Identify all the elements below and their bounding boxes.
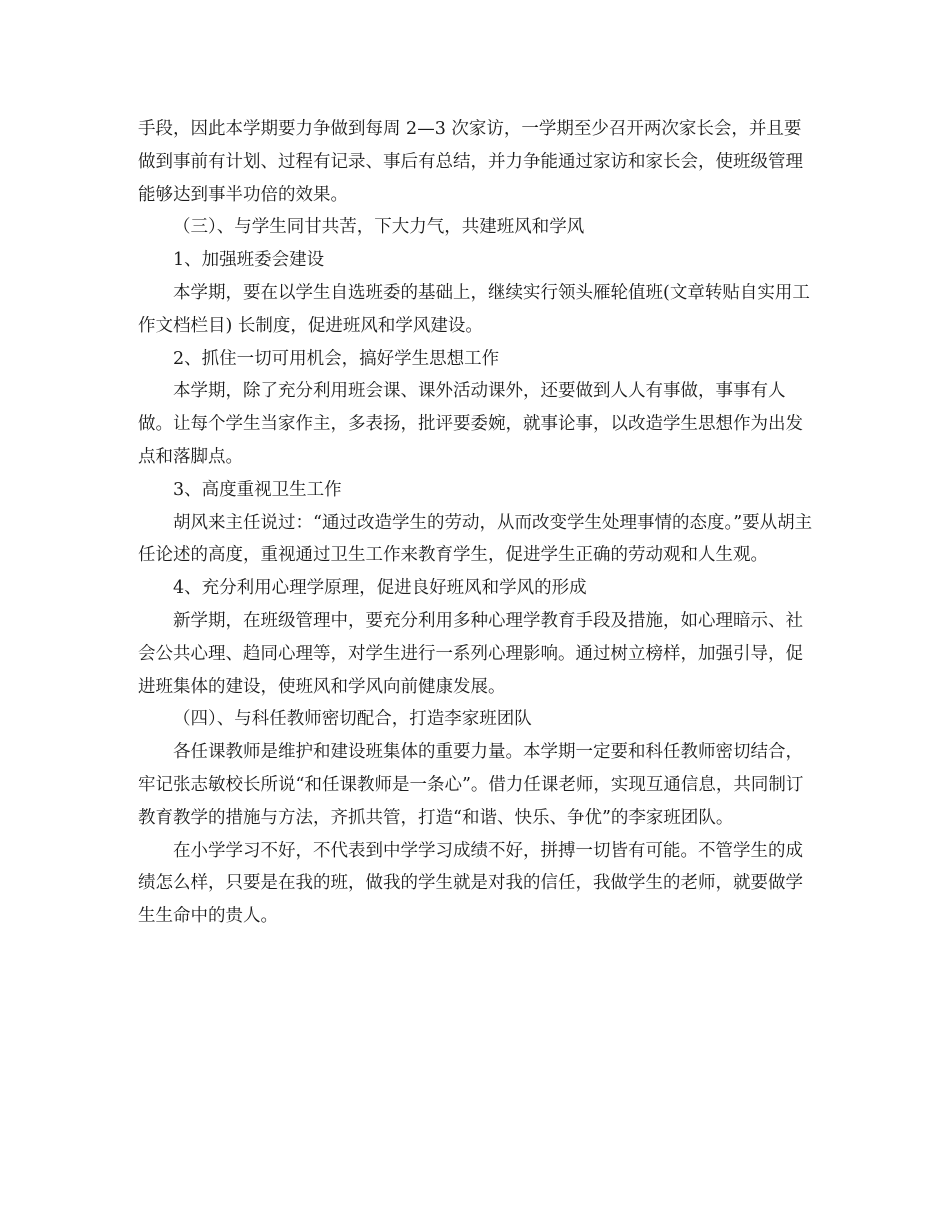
subheading-hygiene-work: 3、高度重视卫生工作 [173,479,342,500]
paragraph-ideology-work: 本学期，除了充分利用班会课、课外活动课外，还要做到人人有事做，事事有人做。让每个学生当家作主，多表扬，批评要委婉，就事论事，以改造学生思想作为出发点和落脚点。 [138,381,803,467]
paragraph-psychology: 新学期，在班级管理中，要充分利用多种心理学教育手段及措施，如心理暗示、社会公共心理、趋同心理等，对学生进行一系列心理影响。通过树立榜样，加强引导，促进班集体的建设，使班风和学风向前健康发展。 [138,610,803,697]
document-body [138,113,818,933]
paragraph-class-committee: 本学期，要在以学生自选班委的基础上，继续实行领头雁轮值班(文章转贴自实用工作文档栏目) 长制度，促进班风和学风建设。 [138,282,810,336]
section-heading-4: （四）、与科任教师密切配合，打造李家班团队 [173,709,532,730]
paragraph-hygiene-work: 胡风来主任说过：“通过改造学生的劳动，从而改变学生处理事情的态度。”要从胡主任论述的高度，重视通过卫生工作来教育学生，促进学生正确的劳动观和人生观。 [138,512,813,566]
paragraph-closing: 在小学学习不好，不代表到中学学习成绩不好，拼搏一切皆有可能。不管学生的成绩怎么样，只要是在我的班，做我的学生就是对我的信任，我做学生的老师，就要做学生生命中的贵人。 [138,840,803,927]
subheading-class-committee: 1、加强班委会建设 [173,250,325,271]
subheading-psychology: 4、充分利用心理学原理，促进良好班风和学风的形成 [173,578,587,599]
subheading-ideology-work: 2、抓住一切可用机会，搞好学生思想工作 [173,348,500,369]
paragraph-teacher-cooperation: 各任课教师是维护和建设班集体的重要力量。本学期一定要和科任教师密切结合，牢记张志敏校长所说“和任课教师是一条心”。借力任课老师，实现互通信息，共同制订教育教学的措施与方法，齐抓共管，打造“和谐、快乐、争优”的李家班团队。 [138,742,804,828]
paragraph-home-visits: 手段，因此本学期要力争做到每周 2—3 次家访，一学期至少召开两次家长会，并且要做到事前有计划、过程有记录、事后有总结，并力争能通过家访和家长会，使班级管理能够达到事半功倍的效果。 [138,119,803,205]
section-heading-3: （三）、与学生同甘共苦，下大力气，共建班风和学风 [173,217,585,238]
